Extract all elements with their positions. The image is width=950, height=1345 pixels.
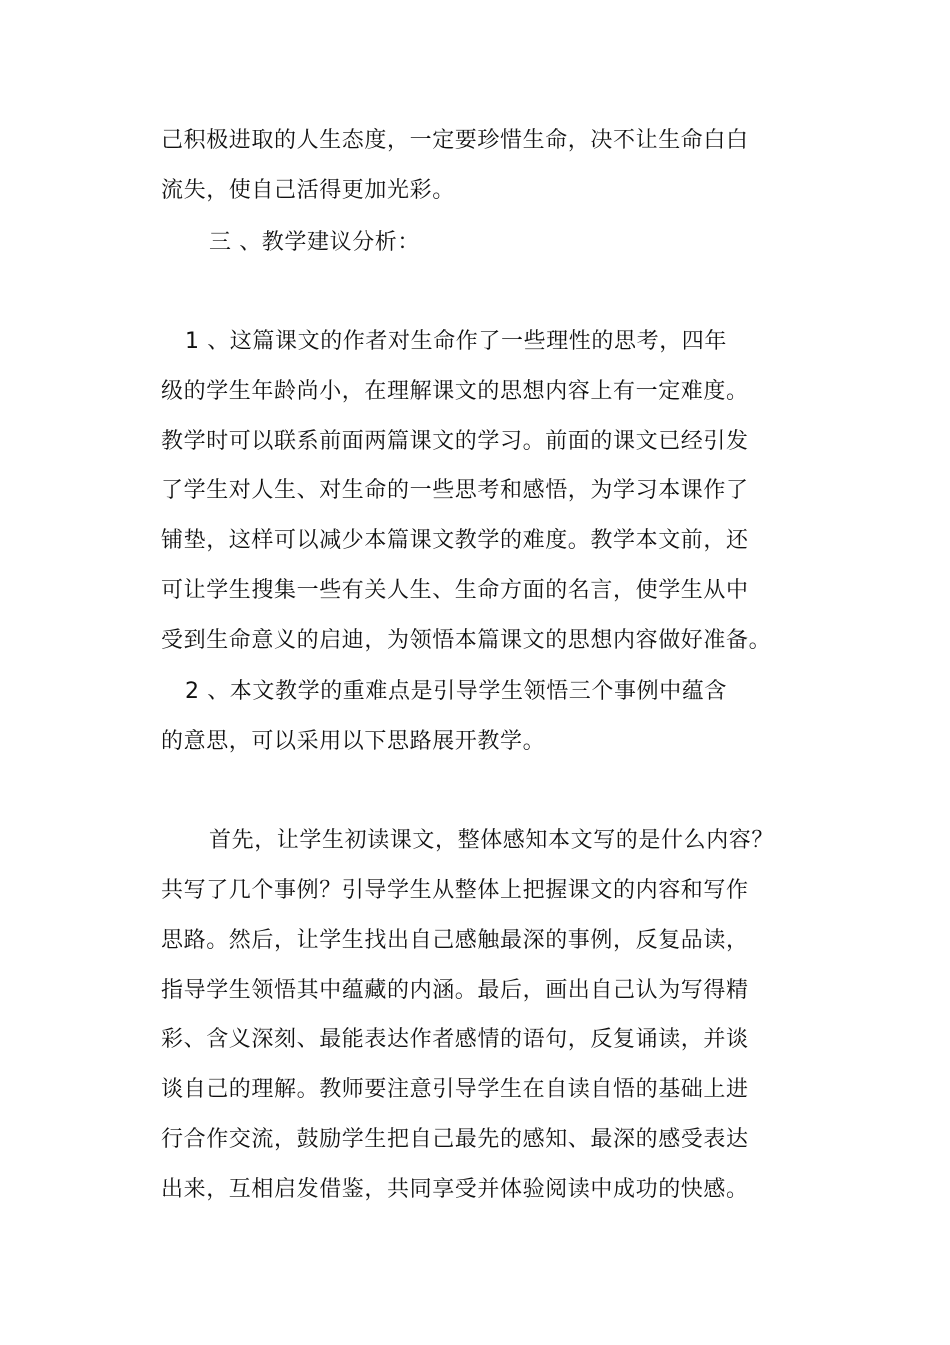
text-line: 级的学生年龄尚小，在理解课文的思想内容上有一定难度。 — [161, 379, 749, 404]
text-line: 指导学生领悟其中蕴藏的内涵。最后，画出自己认为写得精 — [161, 978, 749, 1003]
text-line: 流失，使自己活得更加光彩。 — [161, 178, 455, 203]
section-heading: 三 、教学建议分析： — [209, 230, 420, 255]
text-line: 铺垫，这样可以减少本篇课文教学的难度。教学本文前，还 — [161, 528, 749, 553]
text-line: 教学时可以联系前面两篇课文的学习。前面的课文已经引发 — [161, 429, 749, 454]
list-item-2-line: 2 、本文教学的重难点是引导学生领悟三个事例中蕴含 — [185, 679, 727, 704]
text-line: 行合作交流，鼓励学生把自己最先的感知、最深的感受表达 — [161, 1127, 749, 1152]
paragraph-first-line: 首先，让学生初读课文，整体感知本文写的是什么内容？ — [209, 828, 775, 853]
text-line: 彩、含义深刻、最能表达作者感情的语句，反复诵读，并谈 — [161, 1027, 749, 1052]
text-line: 思路。然后，让学生找出自己感触最深的事例，反复品读， — [161, 928, 749, 953]
text-line: 谈自己的理解。教师要注意引导学生在自读自悟的基础上进 — [161, 1077, 749, 1102]
list-item-1-line: 1 、这篇课文的作者对生命作了一些理性的思考，四年 — [185, 329, 727, 354]
text-line: 己积极进取的人生态度，一定要珍惜生命，决不让生命白白 — [161, 128, 749, 153]
text-line: 共写了几个事例？引导学生从整体上把握课文的内容和写作 — [161, 878, 749, 903]
text-line: 了学生对人生、对生命的一些思考和感悟，为学习本课作了 — [161, 478, 749, 503]
text-line: 受到生命意义的启迪，为领悟本篇课文的思想内容做好准备。 — [161, 628, 772, 653]
text-line: 出来，互相启发借鉴，共同享受并体验阅读中成功的快感。 — [161, 1177, 749, 1202]
text-line: 的意思，可以采用以下思路展开教学。 — [161, 729, 546, 754]
text-line: 可让学生搜集一些有关人生、生命方面的名言，使学生从中 — [161, 578, 749, 603]
